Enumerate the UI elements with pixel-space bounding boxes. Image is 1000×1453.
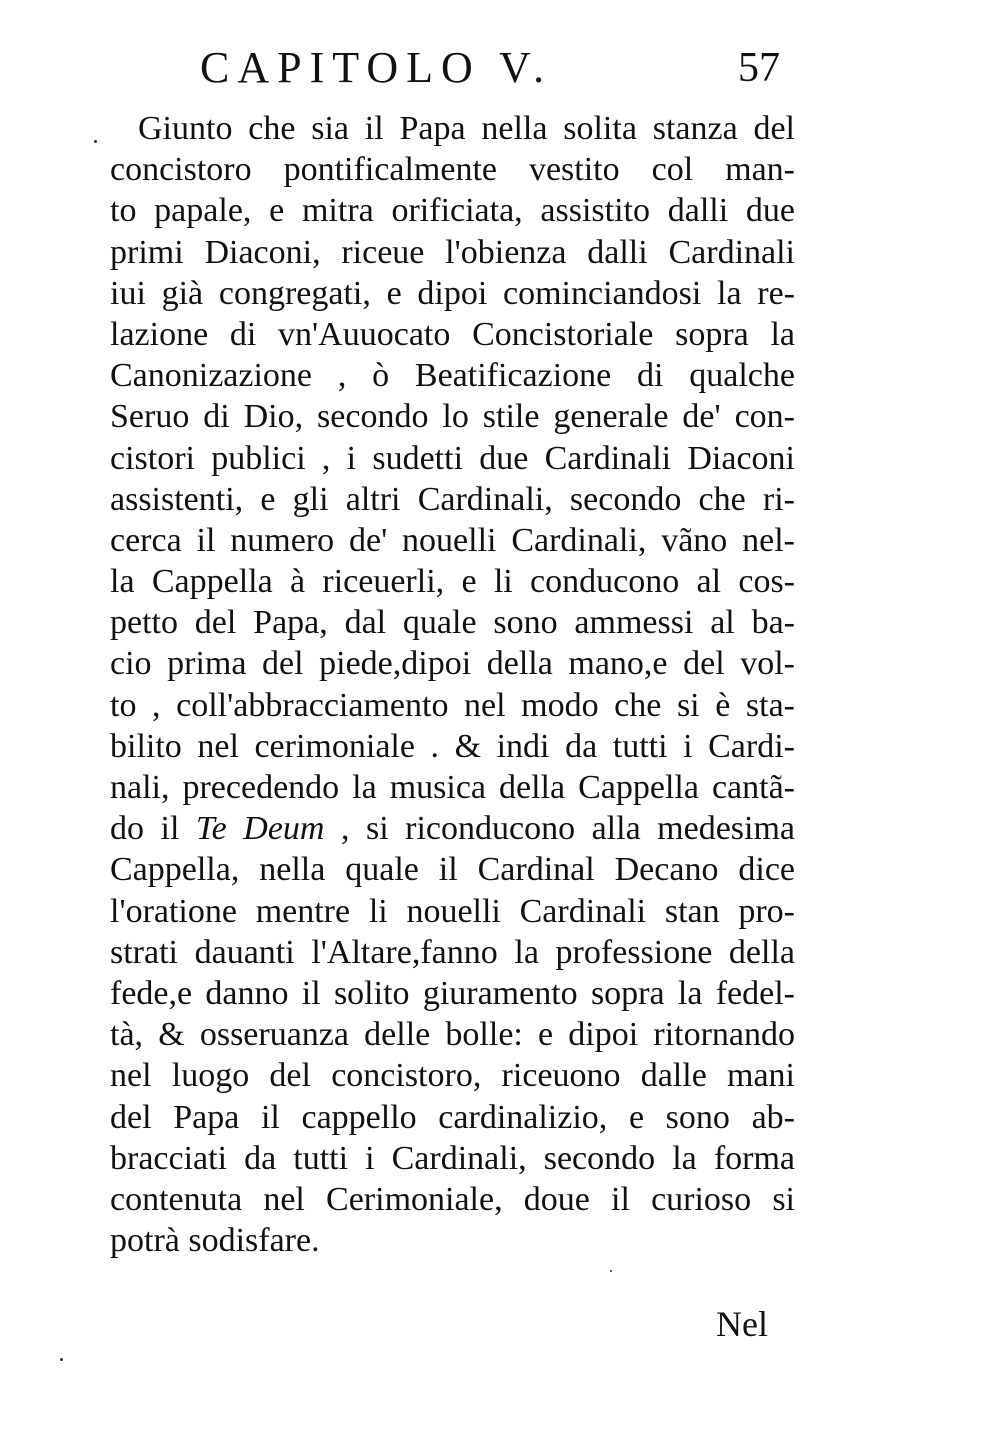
body-text [110, 108, 795, 1261]
text-line: Cappella, nella quale il Cardinal Decano dice [110, 851, 795, 889]
catchword: Nel [716, 1304, 768, 1344]
text-line: lazione di vn'Auuocato Concistoriale sopra la [110, 315, 795, 353]
text-line: strati dauanti l'Altare,fanno la professione della [110, 933, 795, 971]
text-line: to papale, e mitra orificiata, assistito dalli due [110, 192, 795, 230]
text-line: del Papa il cappello cardinalizio, e sono ab- [110, 1098, 795, 1136]
page-number: 57 [738, 45, 780, 91]
text-line: l'oratione mentre li nouelli Cardinali stan pro- [110, 892, 795, 930]
text-line: cerca il numero de' nouelli Cardinali, vãno nel- [110, 521, 795, 559]
text-line: fede,e danno il solito giuramento sopra la fedel- [110, 974, 795, 1012]
text-line: concistoro pontificalmente vestito col man- [110, 151, 795, 189]
ink-speck [94, 140, 97, 143]
text-line: nel luogo del concistoro, riceuono dalle mani [110, 1057, 795, 1095]
ink-speck [60, 1358, 63, 1361]
text-line: assistenti, e gli altri Cardinali, secondo che ri- [110, 480, 795, 518]
text-line: primi Diaconi, riceue l'obienza dalli Cardinali [110, 233, 795, 271]
text-line: to , coll'abbracciamento nel modo che si è sta- [110, 686, 795, 724]
text-line: cio prima del piede,dipoi della mano,e del vol- [110, 645, 795, 683]
chapter-title: CAPITOLO V. [200, 43, 553, 92]
text-line: tà, & osseruanza delle bolle: e dipoi ritornando [110, 1016, 795, 1054]
text-line: la Cappella à riceuerli, e li conducono al cos- [110, 563, 795, 601]
text-line: Seruo di Dio, secondo lo stile generale de' con- [110, 398, 795, 436]
text-line: contenuta nel Cerimoniale, doue il curioso si [110, 1180, 795, 1218]
text-line: potrà sodisfare. [110, 1222, 320, 1260]
text-line: Canonizazione , ò Beatificazione di qualche [110, 357, 795, 395]
text-line: cistori publici , i sudetti due Cardinali Diaconi [110, 439, 795, 477]
text-line: nali, precedendo la musica della Cappella cantã- [110, 769, 795, 806]
text-line: do il Te Deum , si riconducono alla medesima [110, 810, 795, 848]
running-head [200, 38, 780, 98]
text-line: iui già congregati, e dipoi cominciandosi la re- [110, 274, 795, 312]
text-line: bracciati da tutti i Cardinali, secondo la forma [110, 1139, 795, 1177]
text-line: petto del Papa, dal quale sono ammessi al ba- [110, 604, 795, 642]
text-line: Giunto che sia il Papa nella solita stanza del [138, 110, 795, 147]
text-line: bilito nel cerimoniale . & indi da tutti i Cardi- [110, 727, 795, 765]
ink-speck [610, 1270, 612, 1272]
